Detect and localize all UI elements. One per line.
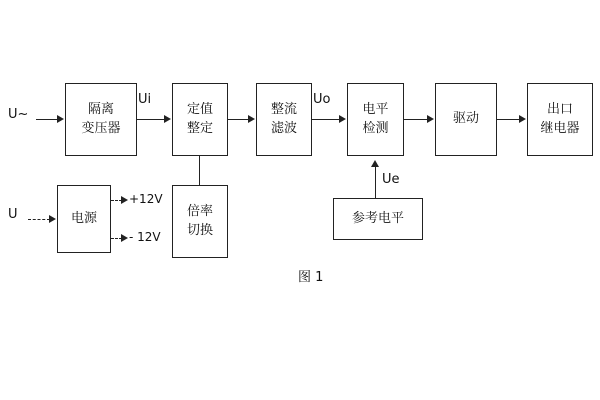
figure-caption: 图 1 xyxy=(298,270,324,285)
arrow-ac-to-isolation xyxy=(57,115,64,123)
signal-label-uo: Uo xyxy=(313,92,331,107)
signal-label-ui: Ui xyxy=(138,92,152,107)
arrow-rectifier-to-level xyxy=(339,115,346,123)
block-rectifier-filter-line1: 整流 xyxy=(270,101,297,117)
wire-setting-to-rectifier xyxy=(228,119,249,120)
block-rectifier-filter xyxy=(256,83,312,156)
wire-ac-to-isolation xyxy=(36,119,58,120)
arrow-power-minus12 xyxy=(121,234,128,242)
arrow-level-to-drive xyxy=(427,115,434,123)
block-reference-level xyxy=(333,198,423,240)
arrow-drive-to-output xyxy=(519,115,526,123)
block-isolation-transformer-line2: 变压器 xyxy=(81,120,121,136)
wire-reference-to-level xyxy=(375,167,376,198)
arrow-isolation-to-setting xyxy=(164,115,171,123)
wire-dc-to-power xyxy=(28,219,50,220)
block-isolation-transformer-line1: 隔离 xyxy=(87,101,114,117)
wire-drive-to-output xyxy=(497,119,520,120)
block-drive xyxy=(435,83,497,156)
block-output-relay-line2: 继电器 xyxy=(540,120,580,136)
block-multiplier-switch-line1: 倍率 xyxy=(186,203,213,219)
block-level-detection-line2: 检测 xyxy=(362,120,389,136)
arrow-setting-to-rectifier xyxy=(248,115,255,123)
block-output-relay xyxy=(527,83,593,156)
block-isolation-transformer xyxy=(65,83,137,156)
block-fixed-value-setting-line2: 整定 xyxy=(186,120,213,136)
block-drive-line1: 驱动 xyxy=(452,111,479,127)
signal-label-ue: Ue xyxy=(382,172,400,187)
block-fixed-value-setting xyxy=(172,83,228,156)
wire-multiplier-to-setting xyxy=(199,156,200,185)
block-reference-level-line1: 参考电平 xyxy=(351,210,404,226)
arrow-dc-to-power xyxy=(49,215,56,223)
input-label-dc: U xyxy=(8,207,18,222)
block-rectifier-filter-line2: 滤波 xyxy=(270,120,297,136)
wire-level-to-drive xyxy=(404,119,428,120)
block-level-detection xyxy=(347,83,404,156)
arrow-reference-to-level xyxy=(371,160,379,167)
signal-label-plus12: +12V xyxy=(129,192,163,206)
wire-rectifier-to-level xyxy=(312,119,340,120)
block-power-supply xyxy=(57,185,111,253)
arrow-power-plus12 xyxy=(121,196,128,204)
block-power-supply-line1: 电源 xyxy=(70,210,97,226)
input-label-ac: U~ xyxy=(8,107,29,122)
block-multiplier-switch xyxy=(172,185,228,258)
block-output-relay-line1: 出口 xyxy=(546,101,573,117)
block-fixed-value-setting-line1: 定值 xyxy=(186,101,213,117)
block-multiplier-switch-line2: 切换 xyxy=(186,222,213,238)
signal-label-minus12: - 12V xyxy=(129,230,161,244)
block-level-detection-line1: 电平 xyxy=(362,101,389,117)
wire-isolation-to-setting xyxy=(137,119,165,120)
